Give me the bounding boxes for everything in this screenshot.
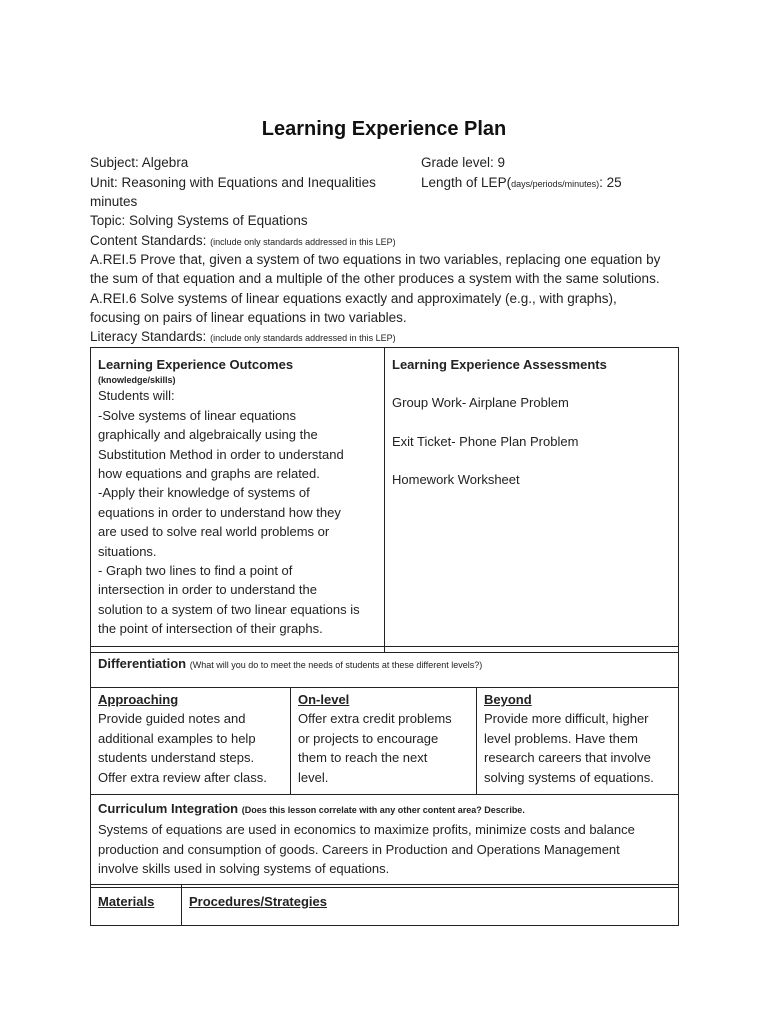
literacy-standards-text: Literacy Standards: [90, 329, 211, 344]
outcomes-line: -Solve systems of linear equations [98, 407, 296, 423]
curriculum-heading: Curriculum Integration [98, 801, 242, 816]
content-standards-note: (include only standards addressed in this LEP) [210, 237, 396, 247]
length-units-note: days/periods/minutes) [511, 179, 600, 189]
assessments-heading: Learning Experience Assessments [392, 357, 607, 372]
literacy-standards-label [90, 327, 396, 348]
differentiation-table [90, 646, 679, 888]
assessment-item: Homework Worksheet [392, 472, 520, 488]
length-prefix: Length of LEP( [421, 175, 512, 190]
beyond-line: research careers that involve [484, 750, 651, 766]
literacy-standards-note: (include only standards addressed in this LEP) [210, 333, 396, 343]
assessment-item: Group Work- Airplane Problem [392, 395, 569, 411]
differentiation-header-cell [91, 647, 679, 688]
differentiation-note: (What will you do to meet the needs of students at these different levels?) [189, 660, 483, 670]
outcomes-line: graphically and algebraically using the [98, 427, 318, 443]
page-title: Learning Experience Plan [261, 118, 507, 140]
procedures-heading: Procedures/Strategies [189, 894, 328, 909]
outcomes-cell [91, 348, 385, 653]
length-of-lep [421, 173, 622, 194]
outcomes-line: the point of intersection of their graphs. [98, 621, 323, 637]
outcomes-subheading: (knowledge/skills) [98, 375, 176, 386]
length-value: : 25 [599, 175, 622, 190]
outcomes-heading: Learning Experience Outcomes [98, 357, 294, 372]
beyond-heading: Beyond [484, 692, 532, 707]
onlevel-line: them to reach the next [298, 750, 428, 766]
beyond-cell [477, 688, 679, 795]
materials-heading: Materials [98, 894, 155, 909]
onlevel-line: Offer extra credit problems [298, 711, 452, 727]
outcomes-line: equations in order to understand how they [98, 504, 341, 520]
procedures-cell [182, 885, 679, 926]
minutes-wrap: minutes [90, 194, 138, 209]
outcomes-line: are used to solve real world problems or [98, 524, 330, 540]
onlevel-line: level. [298, 769, 329, 785]
outcomes-line: solution to a system of two linear equations is [98, 601, 360, 617]
grade-level: Grade level: 9 [421, 155, 506, 170]
approaching-heading: Approaching [98, 692, 179, 707]
differentiation-heading: Differentiation [98, 656, 190, 671]
materials-cell [91, 885, 182, 926]
standard-arei6-line1: A.REI.6 Solve systems of linear equations exactly and approximately (e.g., with graphs), [90, 291, 617, 306]
curriculum-cell [91, 795, 679, 888]
outcomes-line: Substitution Method in order to understand [98, 446, 344, 462]
approaching-line: Provide guided notes and [98, 711, 246, 727]
curriculum-line: production and consumption of goods. Careers in Production and Operations Management [98, 841, 620, 857]
curriculum-line: Systems of equations are used in economics to maximize profits, minimize costs and balance [98, 822, 635, 838]
approaching-line: additional examples to help [98, 730, 256, 746]
approaching-line: Offer extra review after class. [98, 769, 267, 785]
content-standards-text: Content Standards: [90, 233, 211, 248]
standard-arei6-line2: focusing on pairs of linear equations in two variables. [90, 310, 407, 325]
unit-line: Unit: Reasoning with Equations and Inequalities [90, 175, 376, 190]
assessment-item: Exit Ticket- Phone Plan Problem [392, 433, 579, 449]
onlevel-line: or projects to encourage [298, 730, 439, 746]
outcomes-line: how equations and graphs are related. [98, 466, 320, 482]
beyond-line: Provide more difficult, higher [484, 711, 649, 727]
assessments-cell [385, 348, 679, 653]
outcomes-line: -Apply their knowledge of systems of [98, 485, 310, 501]
approaching-line: students understand steps. [98, 750, 255, 766]
topic-line: Topic: Solving Systems of Equations [90, 213, 308, 228]
onlevel-cell [291, 688, 477, 795]
approaching-cell [91, 688, 291, 795]
content-standards-label [90, 231, 396, 252]
outcomes-assessments-table [90, 347, 679, 653]
standard-arei5-line1: A.REI.5 Prove that, given a system of two equations in two variables, replacing one equation by [90, 252, 661, 267]
outcomes-line: situations. [98, 543, 157, 559]
curriculum-note: (Does this lesson correlate with any other content area? Describe. [241, 805, 525, 815]
outcomes-line: intersection in order to understand the [98, 582, 317, 598]
curriculum-line: involve skills used in solving systems of equations. [98, 861, 390, 877]
subject-line: Subject: Algebra [90, 155, 189, 170]
outcomes-line: - Graph two lines to find a point of [98, 563, 293, 579]
standard-arei5-line2: the sum of that equation and a multiple of the other produces a system with the same solutions. [90, 271, 660, 286]
beyond-line: level problems. Have them [484, 730, 638, 746]
outcomes-line: Students will: [98, 388, 175, 404]
onlevel-heading: On-level [298, 692, 350, 707]
materials-procedures-table [90, 884, 679, 926]
beyond-line: solving systems of equations. [484, 769, 654, 785]
